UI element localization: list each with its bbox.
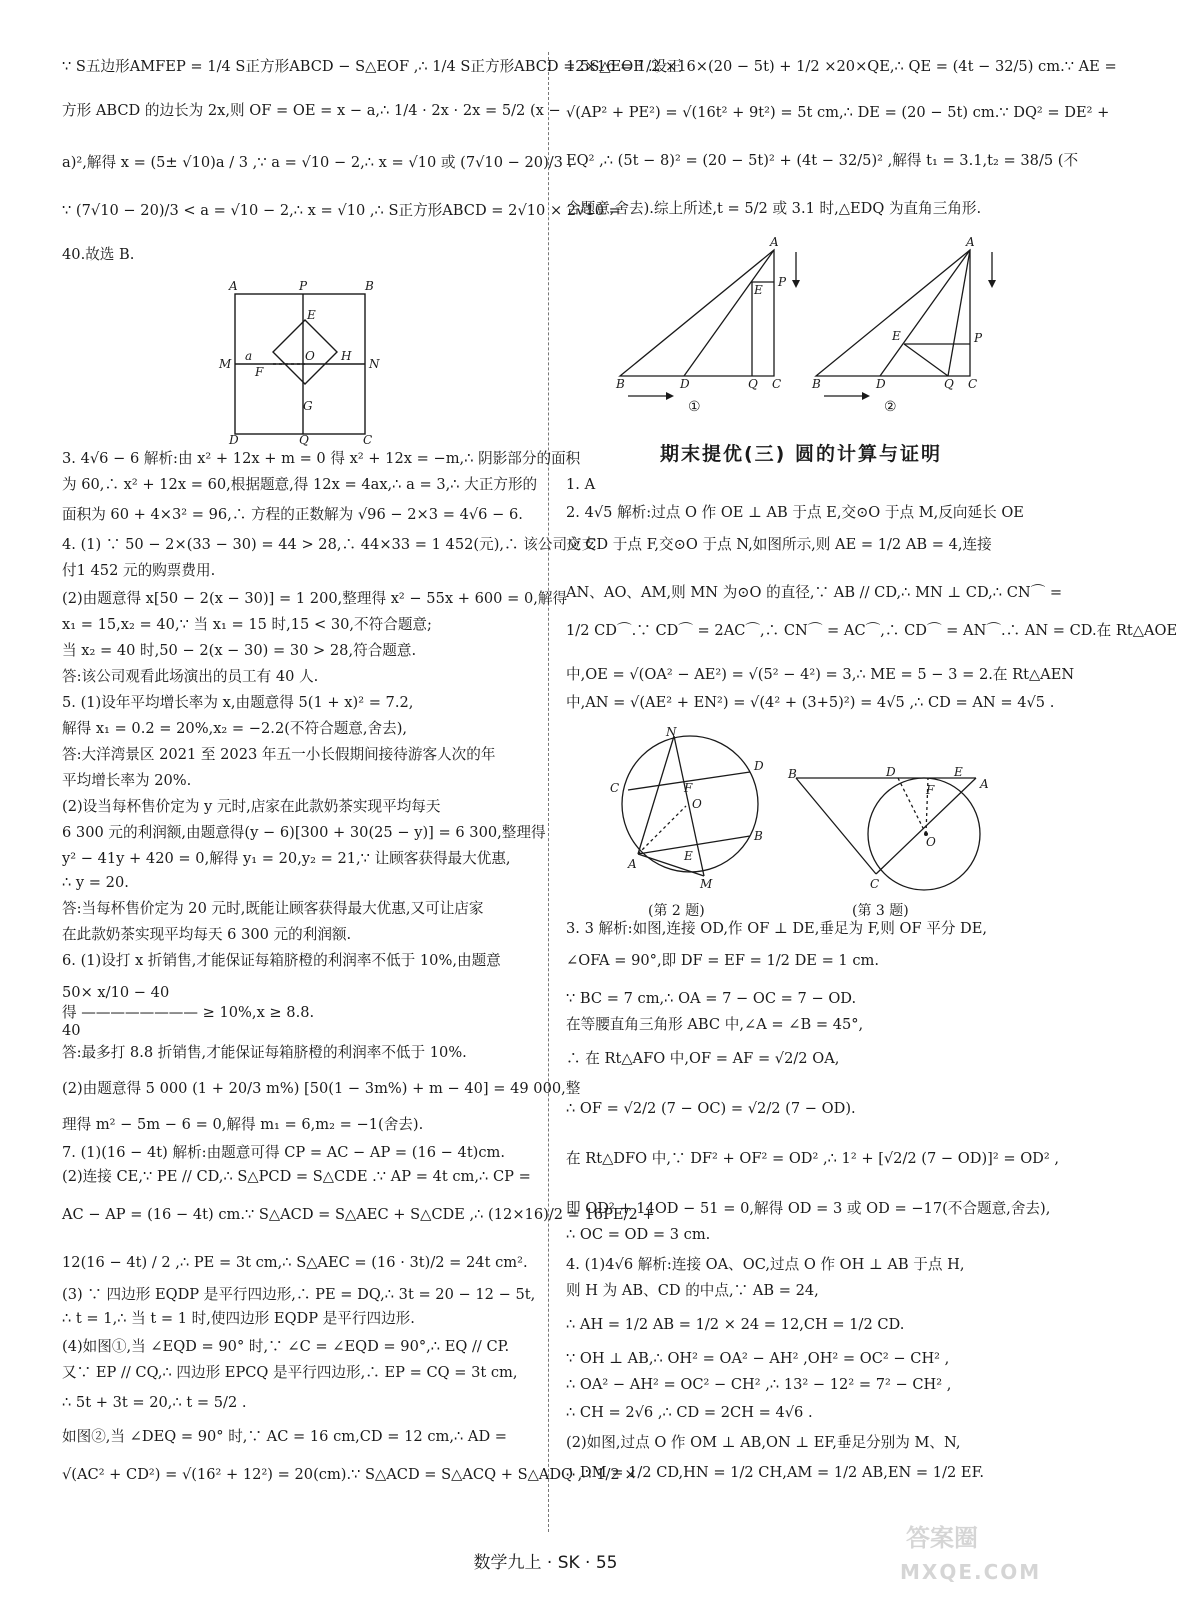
text-line: ∵ (7√10 − 20)/3 < a = √10 − 2,∴ x = √10 ,∴ S正方形ABCD = 2√10 × 2√10 = xyxy=(62,202,621,219)
c2-label: M xyxy=(700,877,713,891)
text-line: 当 x₂ = 40 时,50 − 2(x − 30) = 30 > 28,符合题意. xyxy=(62,642,417,659)
text-line: 中,AN = √(AE² + EN²) = √(4² + (3+5)²) = 4√5 ,∴ CD = AN = 4√5 . xyxy=(566,694,1055,711)
text-line: 在等腰直角三角形 ABC 中,∠A = ∠B = 45°, xyxy=(566,1016,864,1033)
c3-label: B xyxy=(788,767,797,781)
text-line: 交 CD 于点 F,交⊙O 于点 N,如图所示,则 AE = 1/2 AB = 4,连接 xyxy=(566,536,992,553)
figure-circle-2 xyxy=(604,725,774,891)
c2-label: F xyxy=(684,781,693,795)
sq-label: G xyxy=(303,399,313,413)
sq-label: a xyxy=(245,349,253,363)
sq-label: F xyxy=(255,365,264,379)
text-line: 2. 4√5 解析:过点 O 作 OE ⊥ AB 于点 E,交⊙O 于点 M,反向延长 OE xyxy=(566,504,1024,521)
c3-label: D xyxy=(886,765,896,779)
text-line: 答:最多打 8.8 折销售,才能保证每箱脐橙的利润率不低于 10%. xyxy=(62,1044,467,1061)
text-line: x₁ = 15,x₂ = 40,∵ 当 x₁ = 15 时,15 < 30,不符合题意; xyxy=(62,616,432,633)
text-line: ∵ S五边形AMFEP = 1/4 S正方形ABCD − S△EOF ,∴ 1/4 S正方形ABCD = 5S△EOF .设正 xyxy=(62,58,682,75)
caption-fig2: (第 2 题) xyxy=(648,903,705,919)
text-line: 1/2 CD⌒.∵ CD⌒ = 2AC⌒,∴ CN⌒ = AC⌒,∴ CD⌒ = AN⌒.∴ AN = CD.在 Rt△AOE xyxy=(566,622,1177,639)
text-line: y² − 41y + 420 = 0,解得 y₁ = 20,y₂ = 21,∵ 让顾客获得最大优惠, xyxy=(62,850,511,867)
text-line: 为 60,∴ x² + 12x = 60,根据题意,得 12x = 4ax,∴ a = 3,∴ 大正方形的 xyxy=(62,476,538,493)
figure-triangle-2 xyxy=(806,236,1006,416)
sq-label: D xyxy=(229,433,239,447)
text-line: ∴ DM = 1/2 CD,HN = 1/2 CH,AM = 1/2 AB,EN = 1/2 EF. xyxy=(566,1464,985,1481)
text-line: 付1 452 元的购票费用. xyxy=(62,562,216,579)
tri1-label: E xyxy=(754,283,763,297)
text-line: 7. (1)(16 − 4t) 解析:由题意可得 CP = AC − AP = (16 − 4t)cm. xyxy=(62,1144,506,1161)
tri1-label: P xyxy=(778,275,787,289)
tri2-label: C xyxy=(968,377,978,391)
text-line: a)²,解得 x = (5± √10)a / 3 ,∵ a = √10 − 2,∴ x = √10 或 (7√10 − 20)/3 . xyxy=(62,154,573,171)
watermark-bottom: MXQE.COM xyxy=(900,1560,1042,1584)
text-line: ∴ y = 20. xyxy=(62,874,129,891)
c2-label: D xyxy=(754,759,764,773)
c3-label: E xyxy=(954,765,963,779)
text-line: ∵ BC = 7 cm,∴ OA = 7 − OC = 7 − OD. xyxy=(566,990,857,1007)
tri2-label: Q xyxy=(944,377,954,391)
text-line: 方形 ABCD 的边长为 2x,则 OF = OE = x − a,∴ 1/4 · 2x · 2x = 5/2 (x − xyxy=(62,102,561,119)
c2-label: C xyxy=(610,781,620,795)
text-line: 4. (1)4√6 解析:连接 OA、OC,过点 O 作 OH ⊥ AB 于点 H, xyxy=(566,1256,965,1273)
text-line: (2)连接 CE,∵ PE // CD,∴ S△PCD = S△CDE .∵ AP = 4t cm,∴ CP = xyxy=(62,1168,531,1185)
text-line: 中,OE = √(OA² − AE²) = √(5² − 4²) = 3,∴ ME = 5 − 3 = 2.在 Rt△AEN xyxy=(566,666,1075,683)
text-line: AN、AO、AM,则 MN 为⊙O 的直径,∵ AB // CD,∴ MN ⊥ CD,∴ CN⌒ = xyxy=(566,584,1063,601)
text-line: 则 H 为 AB、CD 的中点,∵ AB = 24, xyxy=(566,1282,819,1299)
text-line: 解得 x₁ = 0.2 = 20%,x₂ = −2.2(不符合题意,舍去), xyxy=(62,720,408,737)
text-line: ∠OFA = 90°,即 DF = EF = 1/2 DE = 1 cm. xyxy=(566,952,880,969)
figure-triangle-1 xyxy=(610,236,810,416)
text-line: 40 xyxy=(62,1022,81,1039)
text-line: 又∵ EP // CQ,∴ 四边形 EPCQ 是平行四边形,∴ EP = CQ = 3t cm, xyxy=(62,1364,518,1381)
text-line: ∵ OH ⊥ AB,∴ OH² = OA² − AH² ,OH² = OC² − CH² , xyxy=(566,1350,950,1367)
c2-label: N xyxy=(666,725,677,739)
figure-circle-3 xyxy=(786,764,996,890)
text-line: 即 OD² + 14OD − 51 = 0,解得 OD = 3 或 OD = −17(不合题意,舍去), xyxy=(566,1200,1051,1217)
text-line: ∴ t = 1,∴ 当 t = 1 时,使四边形 EQDP 是平行四边形. xyxy=(62,1310,415,1327)
tri2-label: P xyxy=(974,331,983,345)
figure-square xyxy=(215,280,385,448)
text-line: √(AP² + PE²) = √(16t² + 9t²) = 5t cm,∴ DE = (20 − 5t) cm.∵ DQ² = DE² + xyxy=(566,104,1110,121)
column-divider xyxy=(548,52,549,1532)
text-line: √(AC² + CD²) = √(16² + 12²) = 20(cm).∵ S△ACD = S△ACQ + S△ADQ ,∴ 1/2 × xyxy=(62,1466,637,1483)
sq-label: H xyxy=(341,349,352,363)
text-line: 如图②,当 ∠DEQ = 90° 时,∵ AC = 16 cm,CD = 12 cm,∴ AD = xyxy=(62,1428,508,1445)
sq-label: O xyxy=(305,349,315,363)
c3-label: O xyxy=(926,835,936,849)
tri2-label: E xyxy=(892,329,901,343)
text-line: 理得 m² − 5m − 6 = 0,解得 m₁ = 6,m₂ = −1(舍去). xyxy=(62,1116,424,1133)
c2-label: O xyxy=(692,797,702,811)
watermark-top: 答案圈 xyxy=(906,1524,978,1552)
text-line: 50× x/10 − 40 xyxy=(62,984,170,1001)
text-line: 合题意,舍去).综上所述,t = 5/2 或 3.1 时,△EDQ 为直角三角形. xyxy=(566,200,982,217)
text-line: (2)由题意得 5 000 (1 + 20/3 m%) [50(1 − 3m%) + m − 40] = 49 000,整 xyxy=(62,1080,581,1097)
tri2-label: B xyxy=(812,377,821,391)
text-line: 4. (1) ∵ 50 − 2×(33 − 30) = 44 > 28,∴ 44×33 = 1 452(元),∴ 该公司应支 xyxy=(62,536,597,553)
sq-label: B xyxy=(365,279,374,293)
text-line: 5. (1)设年平均增长率为 x,由题意得 5(1 + x)² = 7.2, xyxy=(62,694,414,711)
c3-label: F xyxy=(926,783,935,797)
tri2-caption: ② xyxy=(884,399,897,415)
text-line: 平均增长率为 20%. xyxy=(62,772,192,789)
c3-label: C xyxy=(870,877,880,891)
sq-label: P xyxy=(299,279,308,293)
text-line: 得 ———————— ≥ 10%,x ≥ 8.8. xyxy=(62,1004,315,1021)
text-line: ∴ 5t + 3t = 20,∴ t = 5/2 . xyxy=(62,1394,247,1411)
text-line: ∴ AH = 1/2 AB = 1/2 × 24 = 12,CH = 1/2 CD. xyxy=(566,1316,905,1333)
text-line: 6. (1)设打 x 折销售,才能保证每箱脐橙的利润率不低于 10%,由题意 xyxy=(62,952,501,969)
text-line: 答:大洋湾景区 2021 至 2023 年五一小长假期间接待游客人次的年 xyxy=(62,746,496,763)
text-line: 1. A xyxy=(566,476,596,493)
text-line: EQ² ,∴ (5t − 8)² = (20 − 5t)² + (4t − 32/5)² ,解得 t₁ = 3.1,t₂ = 38/5 (不 xyxy=(566,152,1079,169)
c2-label: A xyxy=(628,857,637,871)
sq-label: M xyxy=(219,357,232,371)
watermark xyxy=(896,1516,1076,1596)
page-footer: 数学九上 · SK · 55 xyxy=(473,1553,618,1573)
text-line: 在此款奶茶实现平均每天 6 300 元的利润额. xyxy=(62,926,352,943)
text-line: ∴ 在 Rt△AFO 中,OF = AF = √2/2 OA, xyxy=(566,1050,840,1067)
sq-label: C xyxy=(363,433,373,447)
text-line: (4)如图①,当 ∠EQD = 90° 时,∵ ∠C = ∠EQD = 90°,∴ EQ // CP. xyxy=(62,1338,510,1355)
tri1-label: Q xyxy=(748,377,758,391)
sq-label: A xyxy=(229,279,238,293)
text-line: 12×16 = 1/2 ×16×(20 − 5t) + 1/2 ×20×QE,∴ QE = (4t − 32/5) cm.∵ AE = xyxy=(566,58,1117,75)
text-line: 答:当每杯售价定为 20 元时,既能让顾客获得最大优惠,又可让店家 xyxy=(62,900,484,917)
text-line: ∴ OF = √2/2 (7 − OC) = √2/2 (7 − OD). xyxy=(566,1100,856,1117)
text-line: (2)设当每杯售价定为 y 元时,店家在此款奶茶实现平均每天 xyxy=(62,798,441,815)
section-title: 期末提优(三) 圆的计算与证明 xyxy=(660,443,942,465)
text-line: 面积为 60 + 4×3² = 96,∴ 方程的正数解为 √96 − 2×3 = 4√6 − 6. xyxy=(62,506,523,523)
c2-label: E xyxy=(684,849,693,863)
tri1-label: B xyxy=(616,377,625,391)
text-line: 在 Rt△DFO 中,∵ DF² + OF² = OD² ,∴ 1² + [√2/2 (7 − OD)]² = OD² , xyxy=(566,1150,1059,1167)
text-line: 40.故选 B. xyxy=(62,246,135,263)
c2-label: B xyxy=(754,829,763,843)
text-line: (2)如图,过点 O 作 OM ⊥ AB,ON ⊥ EF,垂足分别为 M、N, xyxy=(566,1434,961,1451)
text-line: ∴ CH = 2√6 ,∴ CD = 2CH = 4√6 . xyxy=(566,1404,813,1421)
tri1-label: C xyxy=(772,377,782,391)
tri2-label: D xyxy=(876,377,886,391)
tri1-label: A xyxy=(770,235,779,249)
sq-label: Q xyxy=(299,433,309,447)
caption-fig3: (第 3 题) xyxy=(852,903,909,919)
sq-label: E xyxy=(307,308,316,322)
text-line: 6 300 元的利润额,由题意得(y − 6)[300 + 30(25 − y)] = 6 300,整理得 xyxy=(62,824,546,841)
text-line: (2)由题意得 x[50 − 2(x − 30)] = 1 200,整理得 x² − 55x + 600 = 0,解得 xyxy=(62,590,568,607)
text-line: 3. 3 解析:如图,连接 OD,作 OF ⊥ DE,垂足为 F,则 OF 平分 DE, xyxy=(566,920,988,937)
text-line: ∴ OC = OD = 3 cm. xyxy=(566,1226,711,1243)
text-line: (3) ∵ 四边形 EQDP 是平行四边形,∴ PE = DQ,∴ 3t = 20 − 12 − 5t, xyxy=(62,1286,536,1303)
c3-label: A xyxy=(980,777,989,791)
sq-label: N xyxy=(369,357,380,371)
text-line: AC − AP = (16 − 4t) cm.∵ S△ACD = S△AEC + S△CDE ,∴ (12×16)/2 = 16PE/2 + xyxy=(62,1206,655,1223)
text-line: 3. 4√6 − 6 解析:由 x² + 12x + m = 0 得 x² + 12x = −m,∴ 阴影部分的面积 xyxy=(62,450,581,467)
tri2-label: A xyxy=(966,235,975,249)
text-line: 12(16 − 4t) / 2 ,∴ PE = 3t cm,∴ S△AEC = (16 · 3t)/2 = 24t cm². xyxy=(62,1254,528,1271)
tri1-caption: ① xyxy=(688,399,701,415)
tri1-label: D xyxy=(680,377,690,391)
text-line: ∴ OA² − AH² = OC² − CH² ,∴ 13² − 12² = 7² − CH² , xyxy=(566,1376,952,1393)
text-line: 答:该公司观看此场演出的员工有 40 人. xyxy=(62,668,319,685)
